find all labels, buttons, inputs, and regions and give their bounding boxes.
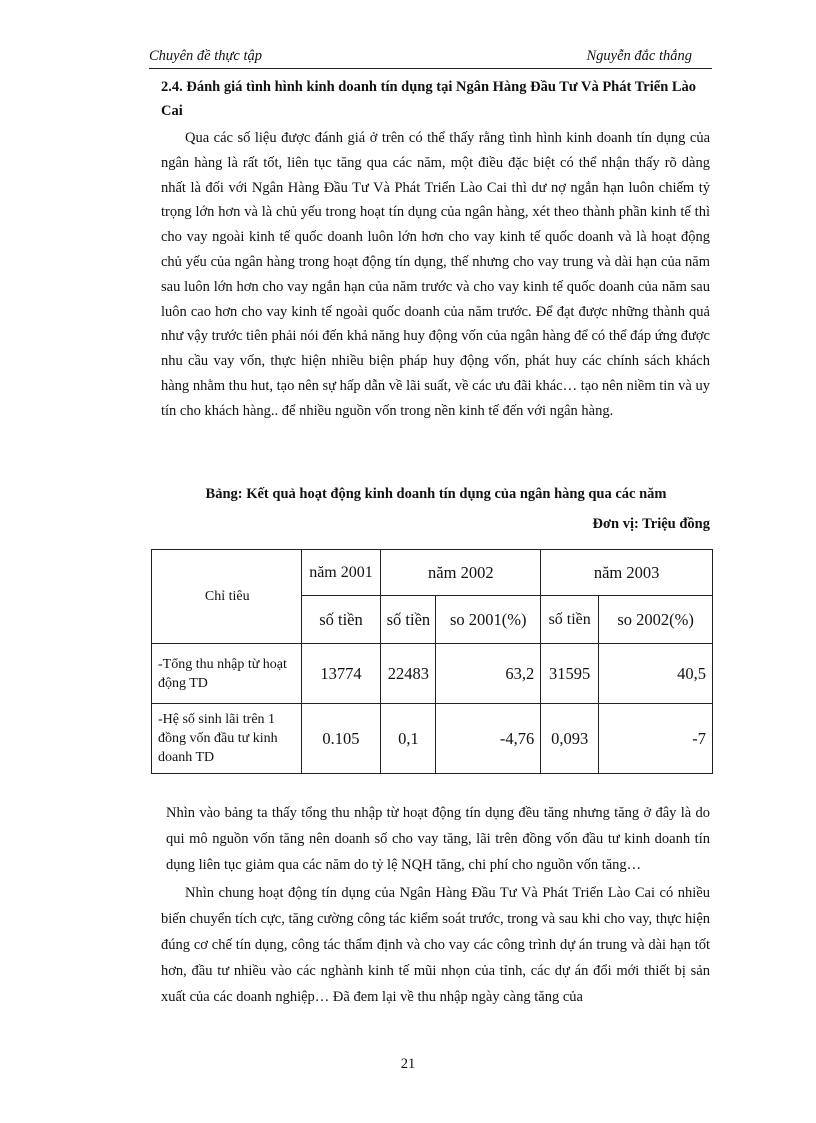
header-amount-2003: số tiền (541, 596, 599, 644)
table-row (152, 644, 713, 704)
results-table (151, 549, 713, 774)
row-label: -Tổng thu nhập từ hoạt động TD (152, 644, 302, 704)
header-vs-2002: so 2002(%) (599, 596, 713, 644)
cell-vs-2001: -4,76 (436, 704, 541, 774)
paragraph-2: Nhìn vào bảng ta thấy tổng thu nhập từ hoạt động tín dụng đều tăng nhưng tăng ở đây là do qui mô nguồn vốn tăng nên doanh số cho vay tăng, lãi trên đồng vốn đầu tư kinh doanh tín dụng liên tục giảm qua các năm do tỷ lệ NQH tăng, chi phí cho nguồn vốn tăng… (166, 805, 710, 873)
header-year-2001: năm 2001 (301, 550, 381, 596)
header-year-2003: năm 2003 (541, 550, 713, 596)
header-amount-2001: số tiền (301, 596, 381, 644)
paragraph-3 (161, 880, 710, 1010)
cell-2002: 0,1 (381, 704, 436, 774)
section-title: 2.4. Đánh giá tình hình kinh doanh tín dụng tại Ngân Hàng Đầu Tư Và Phát Triển Lào Cai (161, 79, 697, 119)
header-amount-2002: số tiền (381, 596, 436, 644)
header-author: Nguyễn đắc thắng (586, 48, 692, 64)
table-unit: Đơn vị: Triệu đồng (592, 516, 710, 532)
table-caption: Bảng: Kết quả hoạt động kinh doanh tín dụng của ngân hàng qua các năm (205, 486, 667, 502)
cell-2001: 13774 (301, 644, 381, 704)
paragraph-1-text: Qua các số liệu được đánh giá ở trên có thể thấy rằng tình hình kinh doanh tín dụng của ngân hàng là rất tốt, liên tục tăng qua các năm, một điều đặc biệt có thể nhận thấy rõ dàng nhất là đối với Ngân Hàng Đầu Tư Và Phát Triển Lào Cai thì dư nợ ngắn hạn luôn chiếm tỷ trọng lớn hơn và là chủ yếu trong hoạt tín dụng của ngân hàng, xét theo thành phần kinh tế thì cho vay ngoài kinh tế quốc doanh luôn lớn hơn cho vay kinh tế quốc doanh và là hoạt động chủ yếu của ngân hàng trong hoạt động tín dụng, thế nhưng cho vay trung và dài hạn của năm sau luôn lớn hơn cho vay ngắn hạn của năm trước và cho vay kinh tế quốc doanh của năm sau luôn cao hơn cho vay kinh tế ngoài quốc doanh của năm trước. Để đạt được những thành quả như vậy trước tiên phải nói đến khả năng huy động vốn của ngân hàng để có thể đáp ứng được nhu cầu vay vốn, thực hiện nhiều biện pháp huy động vốn, phát huy các chính sách khách hàng nhằm thu hut, tạo nên sự hấp dẫn về lãi suất, về các ưu đãi khác… tạo nên niềm tin và uy tín cho khách hàng.. để nhiều nguồn vốn trong nền kinh tế đến với ngân hàng. (161, 130, 710, 419)
page-number: 21 (400, 1056, 416, 1072)
cell-2003: 0,093 (541, 704, 599, 774)
cell-vs-2002: 40,5 (599, 644, 713, 704)
running-header (149, 48, 712, 69)
cell-2001: 0.105 (301, 704, 381, 774)
row-label: -Hệ số sinh lãi trên 1 đồng vốn đầu tư kinh doanh TD (152, 704, 302, 774)
header-vs-2001: so 2001(%) (436, 596, 541, 644)
table-row (152, 704, 713, 774)
header-year-2002: năm 2002 (381, 550, 541, 596)
cell-2003: 31595 (541, 644, 599, 704)
cell-vs-2001: 63,2 (436, 644, 541, 704)
header-left-text: Chuyên đề thực tập (149, 48, 263, 64)
header-criteria: Chỉ tiêu (152, 550, 302, 644)
paragraph-3-text: Nhìn chung hoạt động tín dụng của Ngân Hàng Đầu Tư Và Phát Triển Lào Cai có nhiều biến chuyển tích cực, tăng cường công tác kiểm soát trước, trong và sau khi cho vay, thực hiện đúng cơ chế tín dụng, công tác thẩm định và cho vay các công trình dự án trung và dài hạn tốt hơn, đầu tư nhiều vào các nghành kinh tế mũi nhọn của tỉnh, các dự án đổi mới thiết bị sản xuất của các doanh nghiệp… Đã đem lại về thu nhập ngày càng tăng của (161, 885, 710, 1005)
cell-vs-2002: -7 (599, 704, 713, 774)
paragraph-1 (161, 126, 710, 424)
cell-2002: 22483 (381, 644, 436, 704)
